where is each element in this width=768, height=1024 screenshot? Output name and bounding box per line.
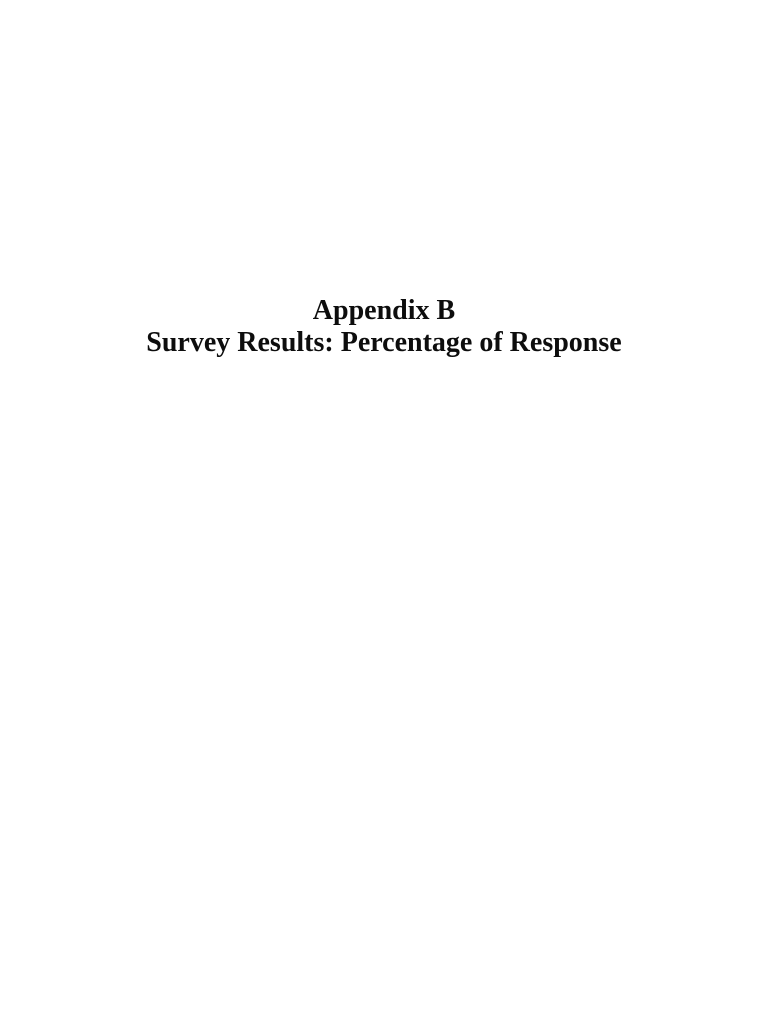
heading-line-1: Appendix B	[312, 295, 456, 326]
heading-line-2: Survey Results: Percentage of Response	[146, 327, 622, 358]
appendix-heading	[0, 295, 768, 359]
